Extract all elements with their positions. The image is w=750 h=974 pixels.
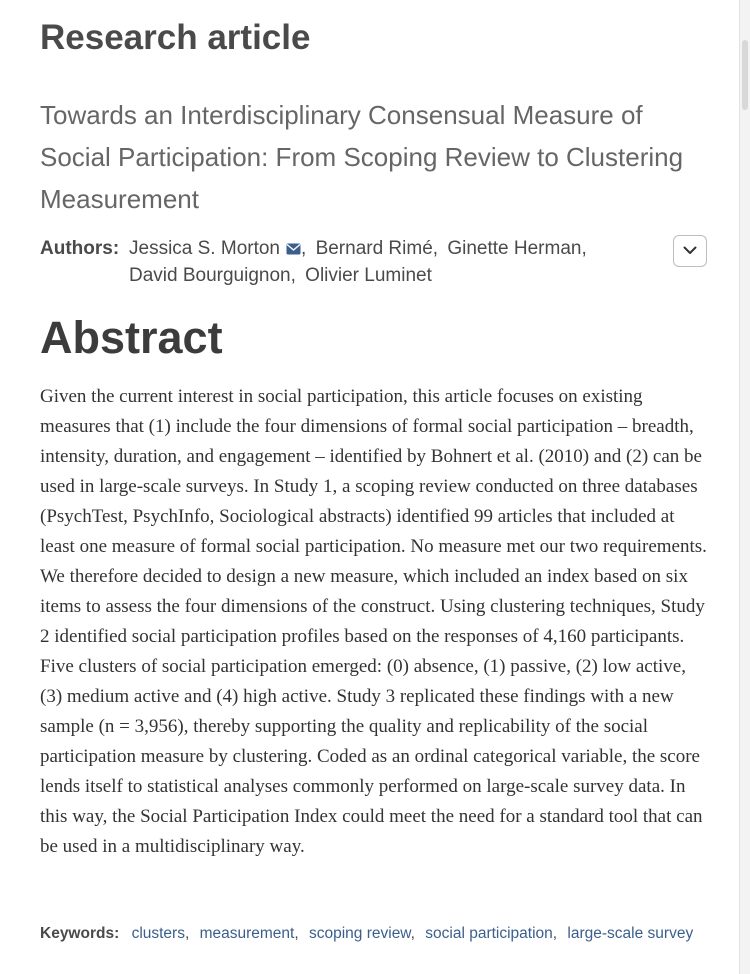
author-name[interactable]: Bernard Rimé, [315,238,439,259]
authors-label: Authors: [40,238,120,259]
author-corresponding[interactable] [129,238,306,259]
keyword-link[interactable]: scoping review [308,925,411,942]
keyword-separator: , [184,925,190,942]
scrollbar[interactable] [739,0,750,974]
author-separator: , [301,238,307,259]
abstract-heading: Abstract [40,312,223,363]
author-name[interactable]: Ginette Herman, [447,238,587,259]
abstract-text: Given the current interest in social participation, this article focuses on existing measures that (1) include the four dimensions of formal social participation – breadth, intensity, duration, and engagement – identified by Bohnert et al. (2010) and (2) can be used in large-scale surveys. In Study 1, a scoping review conducted on three databases (PsychTest, PsychInfo, Sociological abstracts) identified 99 articles that included at least one measure of formal social participation. No measure met our two requirements. We therefore decided to design a new measure, which included an index based on six items to assess the four dimensions of the construct. Using clustering techniques, Study 2 identified social participation profiles based on the responses of 4,160 participants. Five clusters of social participation emerged: (0) absence, (1) passive, (2) low active, (3) medium active and (4) high active. Study 3 replicated these findings with a new sample (n = 3,956), thereby supporting the quality and replicability of the social participation measure by clustering. Coded as an ordinal categorical variable, the score lends itself to statistical analyses commonly performed on large-scale survey data. In this way, the Social Participation Index could meet the need for a standard tool that can be used in a multidisciplinary way. [40,386,707,857]
keyword-link[interactable]: large-scale survey [567,925,694,942]
keyword-link[interactable]: measurement [199,925,295,942]
keyword-separator: , [552,925,558,942]
keyword-separator: , [410,925,415,942]
authors-list [129,236,649,289]
keywords-label: Keywords: [40,925,120,942]
article-title: Towards an Interdisciplinary Consensual Measure of Social Participation: From Scoping Review to Clustering Measurement [40,100,684,214]
keyword-link[interactable]: social participation [425,925,553,942]
author-name[interactable]: Jessica S. Morton [129,238,280,259]
author-name[interactable]: Olivier Luminet [305,265,432,286]
chevron-down-icon [683,242,697,260]
expand-authors-button[interactable] [673,235,707,267]
scrollbar-thumb[interactable] [742,40,748,110]
author-name[interactable]: David Bourguignon, [129,265,296,286]
keyword-separator: , [294,925,299,942]
envelope-icon[interactable] [286,237,301,263]
keyword-link[interactable]: clusters [131,925,185,942]
article-type-heading: Research article [40,18,311,57]
keywords-row [40,923,693,945]
